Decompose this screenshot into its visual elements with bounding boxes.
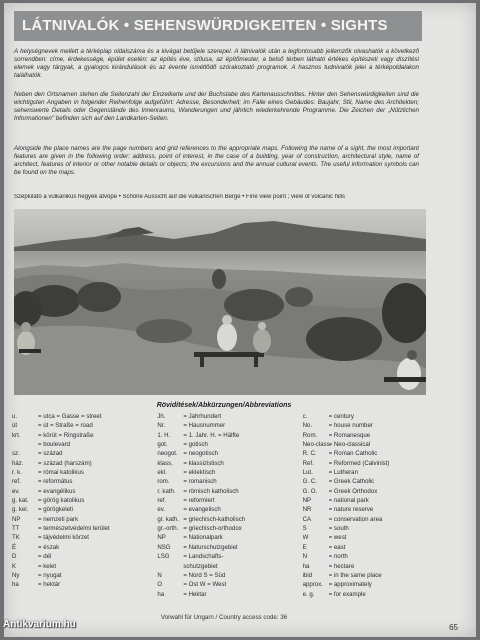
abbreviation-value: = Roman Catholic xyxy=(328,450,378,458)
abbreviation-key: rom. xyxy=(157,478,170,486)
abbreviation-value: = conservation area xyxy=(328,515,383,523)
abbreviation-key: E xyxy=(302,543,307,551)
abbreviation-value: = Hausnummer xyxy=(183,422,226,430)
abbreviation-row xyxy=(12,412,151,421)
abbreviation-row xyxy=(12,533,151,542)
abbreviation-value: = Nationalpark xyxy=(183,534,223,542)
abbreviation-row xyxy=(157,440,296,449)
intro-paragraph-hungarian: A helységnevek mellett a térképlap oldalszáma és a kivágat betűjele szerepel. A látnivalók után a legfontosabb jellemzők olvashatók a következő sorrendben: címe, érdekessége, épület esetén: az építés éve, stílusa, az építőmester, a belső térben látható értékes építészeti vagy díszítési elemek vagy tárgyak, a gyalogos kirándulások és az évente ismétlődő szórakoztató programok. A hasznos tudnivalók jelei a térképoldalakon találhatók. xyxy=(14,48,419,80)
abbreviation-row xyxy=(303,459,442,468)
abbreviation-key: Ref. xyxy=(302,459,314,467)
abbreviation-key: TK xyxy=(12,534,20,542)
abbreviation-key: ref. xyxy=(157,497,167,505)
abbreviation-value: = approximately xyxy=(328,581,372,589)
abbreviation-key: O xyxy=(157,581,163,589)
abbreviation-row xyxy=(12,505,151,514)
abbreviations-table xyxy=(12,412,442,607)
abbreviation-row xyxy=(303,421,442,430)
abbreviations-column-english xyxy=(303,412,442,607)
abbreviation-row xyxy=(303,468,442,477)
intro-paragraph-german: Neben den Ortsnamen stehen die Seitenzahl der Einzelkarte und der Buchstabe des Kartenausschnittes. Hinter den Sehenswürdigkeiten sind die wichtigsten Angaben in folgender Reihenfolge aufgeführt: Adresse, Besonderheit; im Falle eines Gebäudes: Baujahr, Stil, Name des Architekten; sehenswerte Details oder Gegenstände des Innenraums, Wanderungen und jährlich wiederkehrende Programme. Die Zeichen der „Nützlichen Informationen" befinden sich auf den Landkarten-Seiten. xyxy=(14,91,419,123)
abbreviation-key: CA xyxy=(302,515,312,523)
abbreviation-value: = griechisch-orthodox xyxy=(183,525,242,533)
abbreviation-row xyxy=(12,524,151,533)
abbreviation-row xyxy=(303,449,442,458)
abbreviation-key: sz. xyxy=(12,450,20,458)
abbreviation-value: = körút = Ringstraße xyxy=(38,431,94,439)
abbreviation-row xyxy=(157,552,296,561)
abbreviation-row xyxy=(157,505,296,514)
abbreviation-key: ház. xyxy=(12,459,24,467)
abbreviation-row xyxy=(157,496,296,505)
abbreviation-value: = griechisch-katholisch xyxy=(183,515,246,523)
abbreviation-key: N xyxy=(302,553,308,561)
abbreviation-value: = east xyxy=(328,543,346,551)
abbreviation-row xyxy=(12,562,151,571)
abbreviation-value: = Jahrhundert xyxy=(183,413,222,420)
abbreviation-row xyxy=(12,571,151,580)
abbreviation-row xyxy=(157,562,296,571)
abbreviation-key: ha xyxy=(157,590,165,598)
watermark: Antikvarium.hu xyxy=(3,619,76,630)
abbreviation-row xyxy=(12,440,151,449)
abbreviation-key: G. C. xyxy=(302,478,317,486)
abbreviation-value: = south xyxy=(328,525,349,533)
abbreviation-key: ref. xyxy=(12,478,21,486)
abbreviation-key: TT xyxy=(12,525,20,533)
abbreviation-key: LSG xyxy=(157,553,170,561)
abbreviation-value: = római katolikus xyxy=(38,469,84,477)
abbreviation-value: = Landschafts- xyxy=(183,553,224,561)
abbreviation-value: = north xyxy=(328,553,348,561)
abbreviation-value: = nyugat xyxy=(38,571,62,579)
abbreviation-value: = nemzeti park xyxy=(38,515,79,523)
abbreviation-row xyxy=(12,552,151,561)
abbreviation-value: = römisch katholisch xyxy=(183,487,239,495)
abbreviation-value: = hektár xyxy=(38,581,61,589)
abbreviation-value: = 1. Jahr. H. = Hälfte xyxy=(183,431,240,439)
abbreviation-row xyxy=(12,449,151,458)
abbreviation-key: klass. xyxy=(157,459,173,467)
abbreviation-key xyxy=(157,562,183,571)
abbreviation-row xyxy=(303,505,442,514)
abbreviation-value: = romanisch xyxy=(183,478,217,486)
abbreviation-value: = Hektar xyxy=(183,590,207,598)
abbreviation-row xyxy=(12,459,151,468)
abbreviation-key: krt. xyxy=(12,431,21,439)
abbreviation-value: = református xyxy=(38,478,73,486)
abbreviation-value: = Naturschutzgebiet xyxy=(183,543,238,551)
abbreviation-key: Nr. xyxy=(157,422,166,430)
abbreviation-row xyxy=(12,421,151,430)
abbreviation-key: Rom. xyxy=(302,431,318,439)
abbreviation-value: = dél xyxy=(38,553,52,561)
abbreviation-key: 1. H. xyxy=(157,431,171,439)
abbreviation-key: gr.-orth. xyxy=(157,525,179,533)
abbreviation-key: K xyxy=(12,562,17,570)
abbreviation-value: = boulevard xyxy=(38,441,71,449)
abbreviation-value: = görög katolikus xyxy=(38,497,85,505)
abbreviation-row xyxy=(303,543,442,552)
abbreviation-row xyxy=(12,580,151,589)
abbreviation-row xyxy=(157,590,296,599)
abbreviation-value: = természetvédelmi terület xyxy=(38,525,110,533)
abbreviation-key: ekl. xyxy=(157,469,167,477)
abbreviation-row xyxy=(157,487,296,496)
abbreviation-row xyxy=(12,515,151,524)
abbreviation-value: = kelet xyxy=(38,562,57,570)
abbreviation-row xyxy=(303,590,442,599)
abbreviation-value: = house number xyxy=(328,422,373,430)
abbreviation-key: approx. xyxy=(302,581,323,589)
abbreviation-row xyxy=(157,459,296,468)
abbreviation-row xyxy=(157,543,296,552)
abbreviation-row xyxy=(157,449,296,458)
abbreviation-key: Jh. xyxy=(157,413,166,420)
abbreviation-row xyxy=(157,524,296,533)
abbreviation-value: = Neo-classical xyxy=(328,441,371,449)
abbreviation-key: gr. kath. xyxy=(157,515,180,523)
abbreviation-row xyxy=(303,431,442,440)
abbreviation-key: R. C. xyxy=(302,450,317,458)
abbreviation-value: = national park xyxy=(328,497,369,505)
abbreviation-value: = Lutheran xyxy=(328,469,358,477)
abbreviation-row xyxy=(12,477,151,486)
abbreviation-row xyxy=(303,562,442,571)
abbreviation-key: út xyxy=(12,422,18,430)
abbreviation-value: = Greek Catholic xyxy=(328,478,375,486)
abbreviation-key: ev. xyxy=(12,487,20,495)
abbreviation-key: NR xyxy=(302,506,312,514)
abbreviation-value: = Ost W = West xyxy=(183,581,227,589)
book-page xyxy=(4,3,476,637)
abbreviation-key: ev. xyxy=(157,506,166,514)
abbreviation-value: = for example xyxy=(328,590,366,598)
abbreviation-row xyxy=(157,580,296,589)
abbreviation-key: N xyxy=(157,571,162,579)
abbreviation-key: Neo-class. xyxy=(302,441,332,449)
abbreviation-key: e. g. xyxy=(302,590,315,598)
page-number: 65 xyxy=(449,623,458,632)
abbreviation-value: = század xyxy=(38,450,63,458)
abbreviation-row xyxy=(303,515,442,524)
abbreviation-value: = görögkeleti xyxy=(38,506,74,514)
abbreviation-key: NP xyxy=(302,497,312,505)
abbreviation-key: r. kath. xyxy=(157,487,176,495)
abbreviation-row xyxy=(303,412,442,421)
abbreviation-key: ha xyxy=(12,581,19,589)
abbreviation-value: = út = Straße = road xyxy=(38,422,93,430)
abbreviation-row xyxy=(12,431,151,440)
abbreviation-value: = century xyxy=(328,413,354,420)
abbreviation-key: ha xyxy=(302,562,310,570)
abbreviation-key: W xyxy=(302,534,309,542)
abbreviation-row xyxy=(303,487,442,496)
photo-caption: Szépkilátó a vulkanikus hegyek átvópe • Schöne Aussicht auf die vulkanischen Berge • Fine view point ; view of volcanic hills xyxy=(14,194,346,200)
abbreviation-value: = Romanesque xyxy=(328,431,371,439)
abbreviation-row xyxy=(303,477,442,486)
country-code-footer: Vorwahl für Ungarn / Country access code: 36 xyxy=(160,614,288,621)
abbreviation-key: got. xyxy=(157,441,168,449)
abbreviations-column-german xyxy=(157,412,296,607)
intro-paragraph-english: Alongside the place names are the page numbers and grid references to the appropriate maps. Following the name of a sight, the most important features are given in the following order: address, point of interest, in the case of a building, year of construction, architectural style, name of architect, features of interior or other notable details or objects; the excursions and the annual cultural events. The useful information symbols can be found on the maps. xyxy=(14,145,419,177)
abbreviation-row xyxy=(12,543,151,552)
abbreviation-row xyxy=(12,468,151,477)
abbreviation-row xyxy=(157,468,296,477)
abbreviation-row xyxy=(12,487,151,496)
abbreviation-key: NSG xyxy=(157,543,171,551)
abbreviation-key: G. O. xyxy=(302,487,318,495)
abbreviation-value: = evangélikus xyxy=(38,487,76,495)
abbreviation-row xyxy=(303,571,442,580)
abbreviation-key: g. kel. xyxy=(12,506,29,514)
abbreviation-key: Ny xyxy=(12,571,20,579)
abbreviation-value: = reformiert xyxy=(183,497,215,505)
abbreviation-value: = utca = Gasse = street xyxy=(38,413,102,420)
abbreviation-row xyxy=(303,533,442,542)
abbreviation-value: = klassizistisch xyxy=(183,459,224,467)
abbreviation-row xyxy=(157,431,296,440)
abbreviation-key: c. xyxy=(302,413,308,420)
abbreviations-title: Rövidítések/Abkürzungen/Abbreviations xyxy=(156,402,292,409)
abbreviation-value: = hectare xyxy=(328,562,355,570)
abbreviation-value: = század (harszám) xyxy=(38,459,92,467)
abbreviation-key: u. xyxy=(12,413,18,420)
section-header: LÁTNIVALÓK • SEHENSWÜRDIGKEITEN • SIGHTS xyxy=(14,11,422,41)
abbreviation-key: No. xyxy=(302,422,313,430)
abbreviation-value: = Nord S = Süd xyxy=(183,571,226,579)
abbreviation-key: NP xyxy=(157,534,166,542)
abbreviation-value: = in the same place xyxy=(328,571,382,579)
abbreviation-key: neogot. xyxy=(157,450,178,458)
abbreviation-key: Lut. xyxy=(302,469,313,477)
abbreviation-row xyxy=(303,440,442,449)
abbreviation-value: = Reformed (Calvinist) xyxy=(328,459,390,467)
abbreviation-row xyxy=(303,524,442,533)
abbreviation-row xyxy=(303,580,442,589)
abbreviation-row xyxy=(157,515,296,524)
abbreviation-row xyxy=(157,421,296,430)
abbreviation-row xyxy=(157,571,296,580)
abbreviations-column-hungarian xyxy=(12,412,151,607)
abbreviation-row xyxy=(12,496,151,505)
abbreviation-value: = west xyxy=(328,534,347,542)
abbreviation-row xyxy=(303,496,442,505)
abbreviation-row xyxy=(157,533,296,542)
abbreviation-row xyxy=(157,412,296,421)
abbreviation-key: D xyxy=(12,553,17,561)
abbreviation-key: g. kat. xyxy=(12,497,29,505)
abbreviation-value: = tájvédelmi körzet xyxy=(38,534,89,542)
landscape-photo xyxy=(14,209,426,395)
abbreviation-value: = evangelisch xyxy=(183,506,221,514)
abbreviation-value: schutzgebiet xyxy=(183,562,218,570)
abbreviation-row xyxy=(303,552,442,561)
abbreviation-value: = gotisch xyxy=(183,441,208,449)
abbreviation-key: É xyxy=(12,543,17,551)
abbreviation-value: = észak xyxy=(38,543,60,551)
abbreviation-value: = Greek Orthodox xyxy=(328,487,378,495)
abbreviation-key xyxy=(12,440,38,449)
abbreviation-key: r. k. xyxy=(12,469,22,477)
abbreviation-row xyxy=(157,477,296,486)
abbreviation-key: ibid xyxy=(302,571,313,579)
abbreviation-value: = nature reserve xyxy=(328,506,374,514)
abbreviation-value: = eklektisch xyxy=(183,469,216,477)
abbreviation-key: NP xyxy=(12,515,21,523)
abbreviation-value: = neogotisch xyxy=(183,450,219,458)
abbreviation-key: S xyxy=(302,525,307,533)
